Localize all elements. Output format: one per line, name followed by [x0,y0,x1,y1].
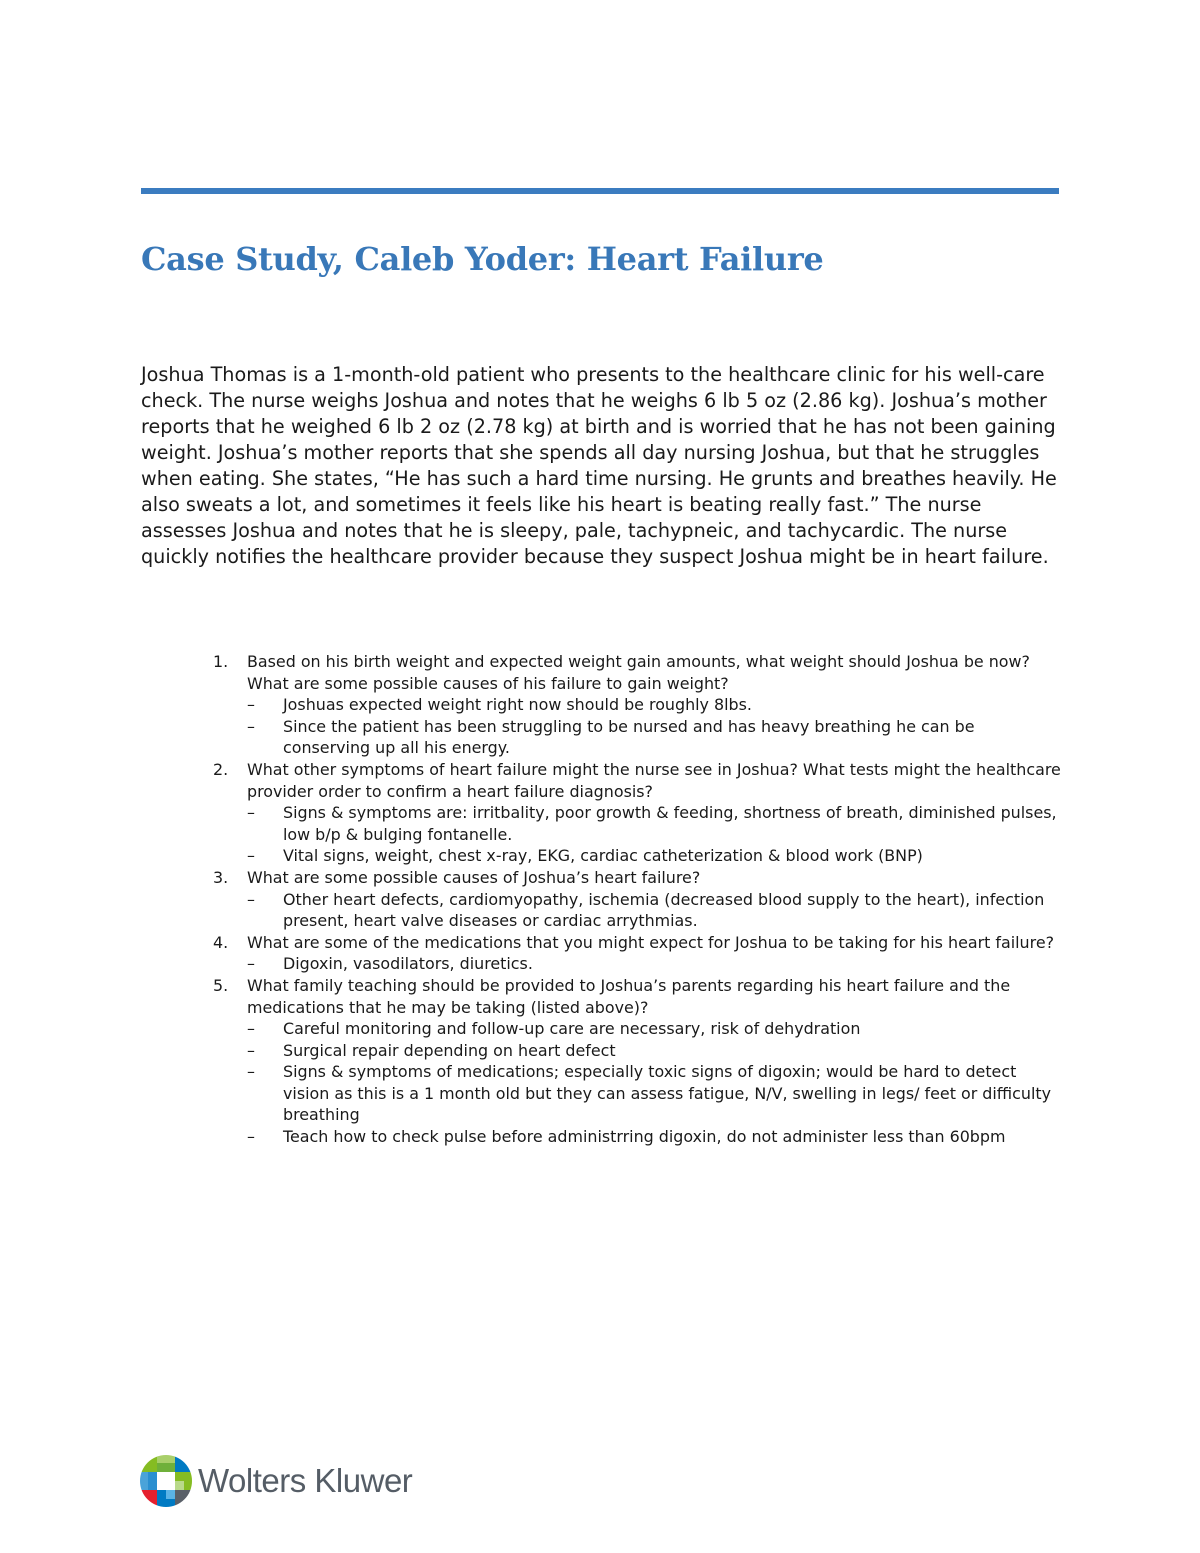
answer-text: Careful monitoring and follow-up care are necessary, risk of dehydration [283,1019,861,1039]
wolters-kluwer-logo-icon [140,1455,192,1507]
answer-text: Surgical repair depending on heart defect [283,1040,616,1060]
answer-text: Signs & symptoms are: irritbality, poor growth & feeding, shortness of breath, diminished pulses, low b/p & bulging fontanelle. [283,803,1057,844]
answer-item [247,1126,1061,1148]
dash-bullet: – [247,1127,255,1147]
dash-bullet: – [247,846,255,866]
question-number: 5. [213,975,229,995]
footer-logo [140,1453,412,1509]
answer-item [247,889,1061,932]
answer-list [247,694,1061,759]
question-item [141,759,1061,867]
answer-list [247,802,1061,867]
answer-text: Other heart defects, cardiomyopathy, ischemia (decreased blood supply to the heart), infection present, heart valve diseases or cardiac arrythmias. [283,889,1045,931]
answer-item [247,694,1061,716]
question-text: Based on his birth weight and expected weight gain amounts, what weight should Joshua be now? What are some possible causes of his failure to gain weight? [247,652,1030,693]
question-text: What other symptoms of heart failure might the nurse see in Joshua? What tests might the healthcare provider order to confirm a heart failure diagnosis? [247,759,1061,801]
answer-item [247,1018,1061,1040]
brand-name: Wolters Kluwer [198,1462,413,1499]
question-number: 3. [213,867,229,887]
question-text: What are some possible causes of Joshua’s heart failure? [247,867,701,887]
dash-bullet: – [247,954,255,974]
answer-text: Signs & symptoms of medications; especially toxic signs of digoxin; would be hard to detect vision as this is a 1 month old but they can assess fatigue, N/V, swelling in legs/ feet or difficulty breathing [283,1062,1052,1125]
question-item [141,975,1061,1148]
answer-item [247,716,1061,759]
question-number: 2. [213,759,229,779]
answer-text: Teach how to check pulse before administrring digoxin, do not administer less than 60bpm [283,1127,1006,1147]
dash-bullet: – [247,1040,255,1060]
answer-list [247,889,1061,932]
answer-text: Vital signs, weight, chest x-ray, EKG, cardiac catheterization & blood work (BNP) [283,846,923,866]
answer-item [247,845,1061,867]
answer-list [247,1018,1061,1148]
dash-bullet: – [247,889,255,909]
dash-bullet: – [247,1062,255,1082]
question-number: 4. [213,932,229,952]
answer-item [247,1061,1061,1126]
answer-text: Joshuas expected weight right now should be roughly 8lbs. [283,695,752,715]
question-item [141,651,1061,759]
answer-item [247,802,1061,845]
question-item [141,867,1061,932]
dash-bullet: – [247,716,255,736]
answer-item [247,953,1061,975]
question-number: 1. [213,652,229,671]
answer-text: Since the patient has been struggling to be nursed and has heavy breathing he can be conserving up all his energy. [283,716,975,758]
question-list [141,651,1061,1148]
dash-bullet: – [247,1019,255,1039]
page-title: Case Study, Caleb Yoder: Heart Failure [141,240,824,278]
dash-bullet: – [247,803,255,823]
question-text: What are some of the medications that you might expect for Joshua to be taking for his heart failure? [247,932,1055,952]
question-text: What family teaching should be provided to Joshua’s parents regarding his heart failure and the medications that he may be taking (listed above)? [247,975,1011,1017]
case-intro-paragraph: Joshua Thomas is a 1-month-old patient who presents to the healthcare clinic for his well-care check. The nurse weighs Joshua and notes that he weighs 6 lb 5 oz (2.86 kg). Joshua’s mother reports that he weighed 6 lb 2 oz (2.78 kg) at birth and is worried that he has not been gaining weight. Joshua’s mother reports that she spends all day nursing Joshua, but that he struggles when eating. She states, “He has such a hard time nursing. He grunts and breathes heavily. He also sweats a lot, and sometimes it feels like his heart is beating really fast.” The nurse assesses Joshua and notes that he is sleepy, pale, tachypneic, and tachycardic. The nurse quickly notifies the healthcare provider because they suspect Joshua might be in heart failure. [141,363,1057,568]
answer-item [247,1040,1061,1062]
header-rule [141,188,1059,194]
answer-list [247,953,1061,975]
answer-text: Digoxin, vasodilators, diuretics. [283,954,533,974]
dash-bullet: – [247,695,255,715]
question-item [141,932,1061,975]
